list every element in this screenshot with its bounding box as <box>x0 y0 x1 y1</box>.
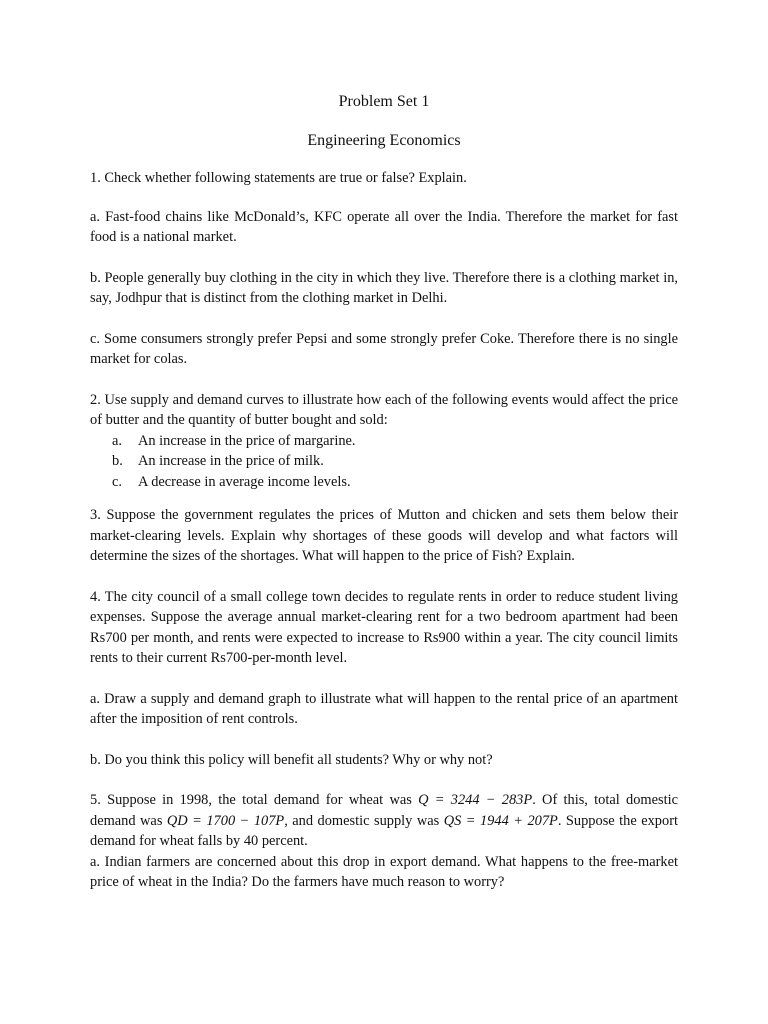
list-item-label: b. <box>112 453 123 469</box>
page-title: Problem Set 1 <box>338 93 430 110</box>
question-3: 3. Suppose the government regulates the prices of Mutton and chicken and sets them below their market-clearing levels. Explain why shortages of these goods will develop and what factors will determine the sizes of the shortages. What will happen to the price of Fish? Explain. <box>90 507 678 564</box>
question-2: 2. Use supply and demand curves to illustrate how each of the following events would affect the price of butter and the quantity of butter bought and sold: <box>90 391 678 428</box>
page-subtitle: Engineering Economics <box>307 132 461 149</box>
list-item <box>90 431 678 452</box>
list-item-text: An increase in the price of milk. <box>138 453 324 469</box>
list-item-label: c. <box>112 473 122 490</box>
question-2-list <box>90 431 678 493</box>
question-5-text: 5. Suppose in 1998, the total demand for wheat was <box>90 792 419 808</box>
list-item-text: A decrease in average income levels. <box>138 473 351 490</box>
list-item-text: An increase in the price of margarine. <box>138 432 356 449</box>
question-5-text: , and domestic supply was <box>284 812 444 829</box>
equation-domestic-supply: QS = 1944 + 207P <box>443 812 558 829</box>
question-1a: a. Fast-food chains like McDonald’s, KFC operate all over the India. Therefore the market for fast food is a national market. <box>90 208 678 245</box>
question-1: 1. Check whether following statements are true or false? Explain. <box>90 170 467 186</box>
question-4b: b. Do you think this policy will benefit all students? Why or why not? <box>90 751 493 768</box>
equation-total-demand: Q = 3244 − 283P <box>418 792 533 808</box>
question-1b: b. People generally buy clothing in the city in which they live. Therefore there is a clothing market in, say, Jodhpur that is distinct from the clothing market in Delhi. <box>90 269 678 306</box>
equation-domestic-demand: QD = 1700 − 107P <box>166 812 285 829</box>
list-item-label: a. <box>112 432 122 449</box>
question-5-text: . Of this, total domestic demand was <box>90 792 678 829</box>
list-item <box>90 451 678 472</box>
question-5-text: . Suppose the export demand for wheat falls by 40 percent. <box>90 812 678 849</box>
question-4: 4. The city council of a small college town decides to regulate rents in order to reduce student living expenses. Suppose the average annual market-clearing rent for a two bedroom apartment had been Rs700 per month, and rents were expected to increase to Rs900 within a year. The city council limits rents to their current Rs700-per-month level. <box>90 588 678 666</box>
document-body <box>90 92 678 893</box>
question-5a: a. Indian farmers are concerned about this drop in export demand. What happens to the free-market price of wheat in the India? Do the farmers have much reason to worry? <box>90 853 678 890</box>
question-4a: a. Draw a supply and demand graph to illustrate what will happen to the rental price of an apartment after the imposition of rent controls. <box>90 690 678 727</box>
question-5 <box>90 790 678 852</box>
question-1c: c. Some consumers strongly prefer Pepsi and some strongly prefer Coke. Therefore there is no single market for colas. <box>90 330 678 367</box>
list-item <box>90 472 678 493</box>
